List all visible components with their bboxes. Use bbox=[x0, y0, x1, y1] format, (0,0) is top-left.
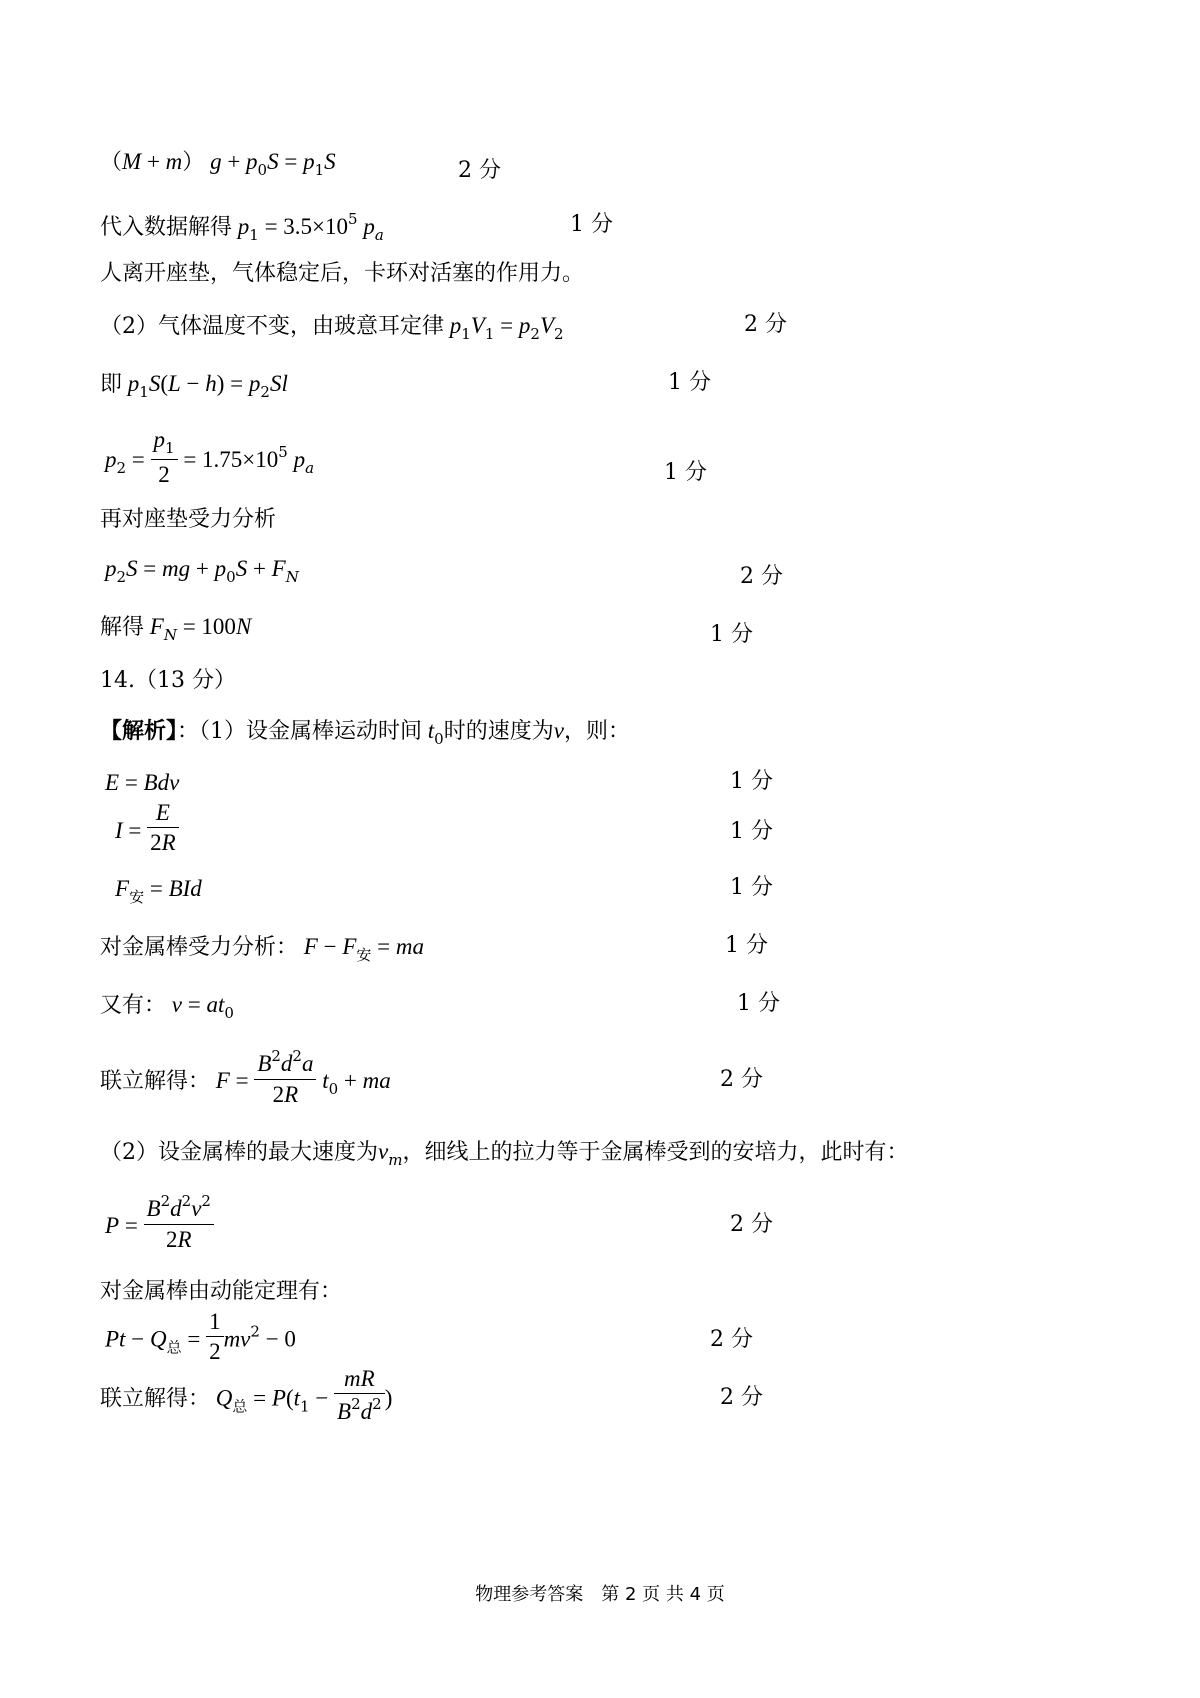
boyle-law-line: （2）气体温度不变，由玻意耳定律 $p_1V_1 = p_2V_2$ bbox=[100, 313, 564, 343]
points-16: 1 分 bbox=[737, 991, 780, 1016]
force-analysis: 对金属棒受力分析： $F - F_安$ = ma bbox=[100, 934, 424, 964]
points-2: 1 分 bbox=[570, 212, 613, 237]
velocity-relation: 又有： $v = at_0$ bbox=[100, 992, 234, 1022]
solution-force: 联立解得： F = $\frac{B^2d^2a}{2R}$ $t_0$ + ma bbox=[100, 1047, 391, 1107]
page-footer: 物理参考答案 第 2 页 共 4 页 bbox=[475, 1584, 725, 1605]
points-13: 1 分 bbox=[730, 819, 773, 844]
energy-theorem-statement: 对金属棒由动能定理有： bbox=[100, 1279, 343, 1304]
equation-emf: E = Bdv bbox=[105, 770, 180, 795]
points-21: 2 分 bbox=[710, 1327, 753, 1352]
points-1: 2 分 bbox=[458, 158, 501, 183]
equation-power: P = $\frac{B^2d^2v^2}{2R}$ bbox=[105, 1198, 214, 1256]
points-14: 1 分 bbox=[730, 875, 773, 900]
points-5: 1 分 bbox=[668, 370, 711, 395]
result-p1: 代入数据解得 $p_1 = 3.5\times 10^5$ $p_a$ bbox=[100, 210, 384, 244]
equation-8: $p_2S$ = mg + $p_0S + F_N$ bbox=[105, 556, 299, 586]
points-4: 2 分 bbox=[744, 312, 787, 337]
points-15: 1 分 bbox=[725, 933, 768, 958]
points-12: 1 分 bbox=[730, 769, 773, 794]
equation-5: 即 $p_1S(L - h) = p_2Sl$ bbox=[100, 371, 288, 401]
part-2-intro: （2）设金属棒的最大速度为$v_m$，细线上的拉力等于金属棒受到的安培力，此时有： bbox=[100, 1139, 909, 1169]
points-19: 2 分 bbox=[730, 1212, 773, 1237]
equation-1: （M + m） $g + p_0S = p_1S$ bbox=[100, 149, 336, 179]
points-9: 1 分 bbox=[710, 622, 753, 647]
statement-7: 再对座垫受力分析 bbox=[100, 507, 277, 532]
statement-3: 人离开座垫，气体稳定后，卡环对活塞的作用力。 bbox=[100, 261, 585, 286]
analysis-intro: 【解析】：（1）设金属棒运动时间 $t_0$时的速度为v，则： bbox=[100, 718, 630, 748]
points-22: 2 分 bbox=[720, 1385, 763, 1410]
equation-p2: $p_2$ = $\frac{p_1}{2}$ = $1.75\times 10^5$ $p_a$ bbox=[105, 427, 315, 487]
points-17: 2 分 bbox=[720, 1067, 763, 1092]
result-fn: 解得 $F_N = 100N$ bbox=[100, 614, 252, 644]
equation-ampere-force: $F_安$ = BId bbox=[115, 876, 202, 906]
solution-heat: 联立解得： $Q_总 = P(t_1$ − $\frac{mR}{B^2d^2}$ ) bbox=[100, 1366, 393, 1424]
equation-current: I = $\frac{E}{2R}$ bbox=[115, 805, 179, 859]
equation-energy: $Pt - Q_总$ = $\frac{1}{2}$ $mv^2 - 0$ bbox=[105, 1309, 296, 1364]
points-8: 2 分 bbox=[740, 564, 783, 589]
problem-14-heading: 14.（13 分） bbox=[100, 668, 236, 693]
points-6: 1 分 bbox=[664, 460, 707, 485]
